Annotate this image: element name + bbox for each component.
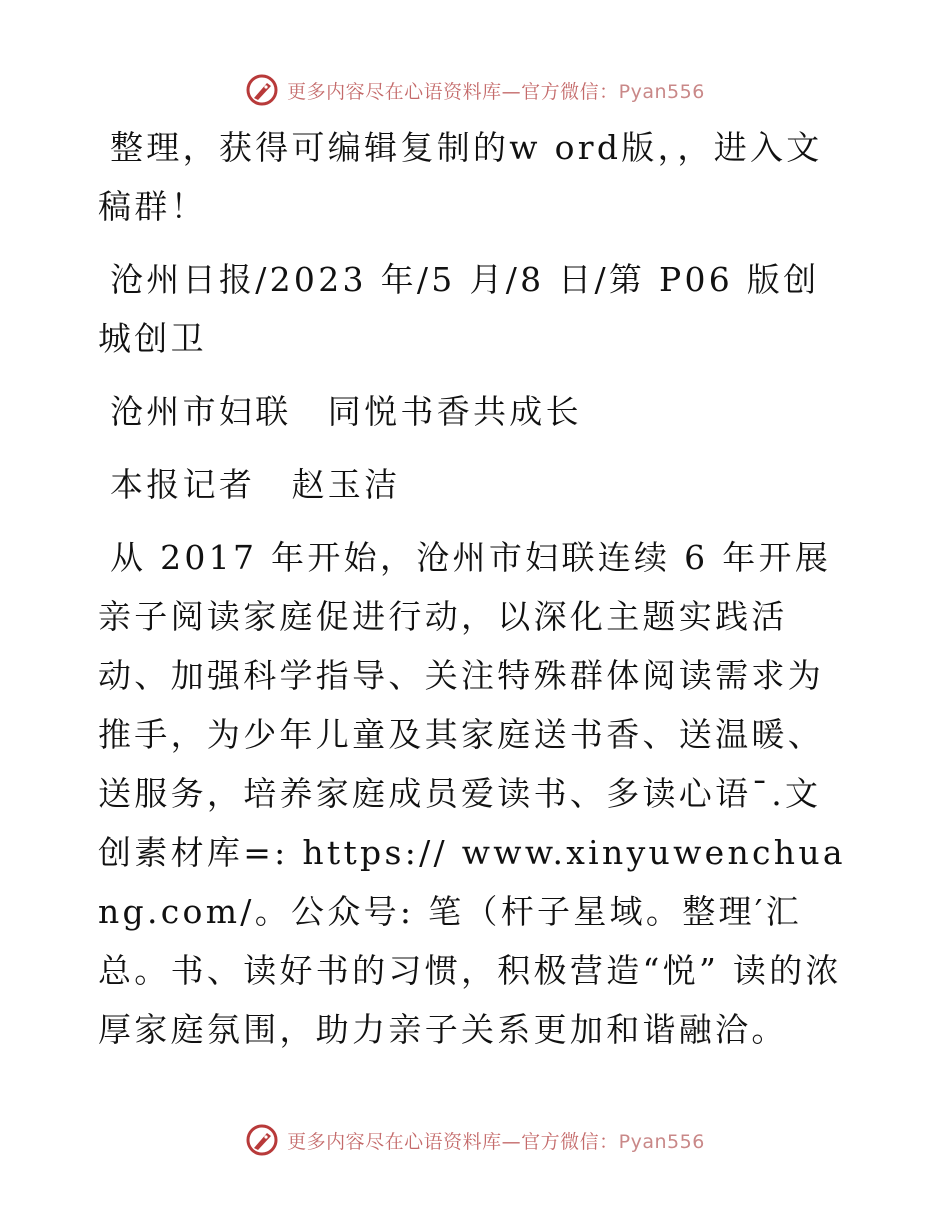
- wechat-id: Pyan556: [618, 80, 705, 103]
- article-title: 沧州市妇联 同悦书香共成长: [110, 392, 582, 431]
- wechat-id: Pyan556: [618, 1130, 705, 1153]
- header-watermark-banner: [0, 70, 950, 110]
- article-byline: 本报记者 赵玉洁: [110, 465, 401, 504]
- banner-text: 更多内容尽在心语资料库—官方微信：Pyan556: [287, 1130, 705, 1153]
- paragraph-intro-note: 整理，获得可编辑复制的w ord版，，进入文稿群！: [98, 128, 823, 226]
- footer-watermark-banner: [0, 1120, 950, 1160]
- article-body-paragraph: 从 2017 年开始，沧州市妇联连续 6 年开展亲子阅读家庭促进行动，以深化主题实践活动、加强科学指导、关注特殊群体阅读需求为推手，为少年儿童及其家庭送书香、送温暖、送服务，培养家庭成员爱读书、多读心语¯.文创素材库=: https:// www.xinyuwenchuang.com/。公众号: 笔（杆子星域。整理′汇总。书、读好书的习惯，积极营造“悦” 读的浓厚家庭氛围，助力亲子关系更加和谐融洽。: [98, 538, 846, 1049]
- pen-nib-logo-icon: [245, 73, 279, 107]
- paragraph-source-line: 沧州日报/2023 年/5 月/8 日/第 P06 版创城创卫: [98, 260, 820, 358]
- document-body: [98, 118, 850, 1073]
- pen-nib-logo-icon: [245, 1123, 279, 1157]
- banner-text: 更多内容尽在心语资料库—官方微信：Pyan556: [287, 80, 705, 103]
